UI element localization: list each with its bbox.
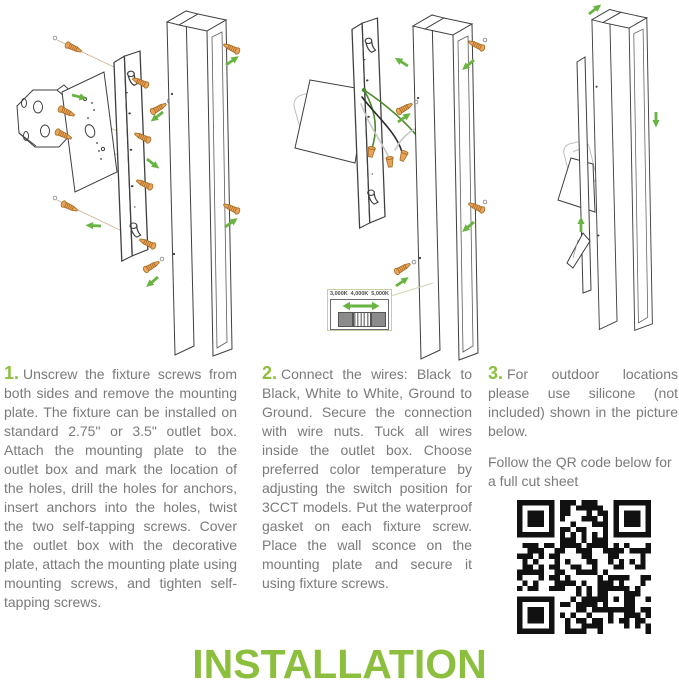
screw-hole [160, 257, 164, 261]
arrow-icon [393, 55, 410, 69]
cct-block-middle [353, 312, 371, 327]
screw-icon [393, 261, 411, 276]
page-title: INSTALLATION [192, 641, 487, 687]
step-1-diagram [0, 0, 250, 362]
screw-hole [483, 38, 487, 42]
step-2-text: Connect the wires: Black to Black, White to White, Ground to Ground. Secure the connection with wire nuts. Tuck all wires inside the outlet box. Choose preferred color temperature by adjusting the switch position for 3CCT models. Put the waterproof gasket on each fixture screw. Place the wall sconce on the mounting plate and secure it using fixture screws. [262, 366, 472, 591]
arrow-icon [144, 274, 161, 289]
wall-sconce-fixture [592, 10, 652, 331]
mounting-plate [62, 72, 117, 192]
step-3-text: For outdoor locations please use silicone (not included) shown in the picture below. [488, 366, 678, 439]
arrow-icon [652, 112, 659, 128]
cct-block-left [338, 312, 353, 327]
cct-label-3000k: 3,000K [330, 291, 348, 297]
step-1-text: Unscrew the fixture screws from both sides and remove the mounting plate. The fixture can be installed on standard 2.75" or 3.5" outlet box. Attach the mounting plate to the outlet box and mark the location of the holes, drill the holes for anchors, insert anchors into the holes, twist the two self-tapping screws. Cover the outlet box with the decorative plate, attach the mounting plate using mounting screws, and tighten self-tapping screws. [4, 366, 237, 610]
screw-hole [412, 260, 416, 264]
screw-icon [149, 101, 167, 116]
screw-icon [60, 200, 79, 213]
mounting-bracket [352, 18, 385, 228]
step-3-number: 3. [488, 363, 504, 383]
cct-label-5000k: 5,000K [371, 291, 389, 297]
step-1-paragraph [4, 364, 237, 612]
step-2-paragraph [262, 364, 472, 593]
wire-nut-icon [398, 150, 408, 162]
cct-labels [330, 291, 389, 298]
qr-note: Follow the QR code below for a full cut sheet [488, 454, 672, 489]
screw-icon [395, 101, 413, 116]
anchor-hole [53, 36, 57, 40]
screw-icon [64, 41, 83, 54]
step-3-paragraph [488, 364, 678, 441]
qr-code-image [517, 500, 651, 634]
step-3-diagram [515, 0, 679, 362]
step-1-number: 1. [4, 363, 20, 383]
arrow-icon [394, 274, 411, 289]
mounting-plate [558, 158, 595, 212]
arrow-icon [85, 222, 101, 230]
arrow-icon [145, 156, 162, 171]
cct-slider [338, 312, 386, 327]
step-2-number: 2. [262, 363, 278, 383]
cct-block-right [371, 312, 386, 327]
switch-range-arrow-icon [342, 301, 380, 311]
cct-switch-callout [327, 289, 392, 331]
cct-switch [330, 299, 389, 330]
wall-sconce-fixture [167, 11, 232, 356]
screw-hole [483, 200, 487, 204]
screw-icon [142, 259, 160, 274]
anchor-hole [53, 196, 57, 200]
wire-nut-icon [386, 156, 394, 167]
cct-label-4000k: 4,000K [350, 291, 369, 297]
qr-code [515, 497, 653, 638]
